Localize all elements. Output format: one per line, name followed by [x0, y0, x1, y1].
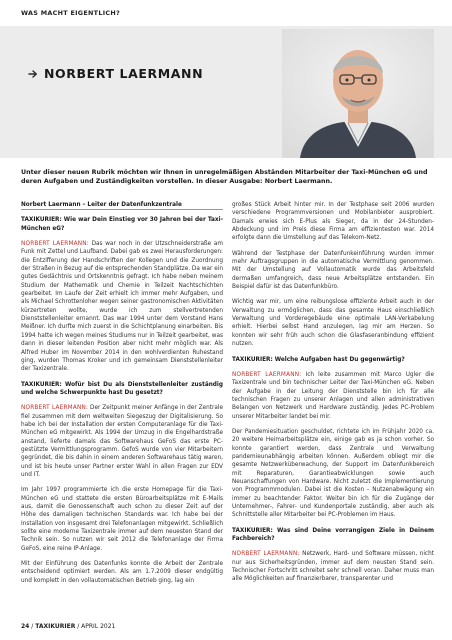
- paragraph: Im Jahr 1997 programmierte ich die erste Homepage für die Taxi-München eG und stattete die ersten Büroarbeitsplätze mit E-Mails aus, damit die Genossenschaft auch schon zu dieser Zeit auf der Höhe des damaligen technischen Standards war. Ich habe bei der Installation von insgesamt drei Telefonanlagen mitgewirkt. Schließlich sollte eine moderne Taxizentrale immer auf dem neuesten Stand der Technik sein. So nutzen wir seit 2012 die Telefonanlage der Firma GeFoS, eine reine IP-Anlage.: [21, 487, 223, 552]
- answer-1-text: Das war noch in der Utzschneiderstraße am Funk mit Zettel und Laufband. Dabei gab es zwei Herausforderungen: die Entzifferung der Handschriften der Kollegen und die Zuordnung der Straßen in Bezug auf die entsprechenden Standplätze. Da war ein gutes Gedächtnis und Ortskenntnis gefragt. Ich habe neben meinem Studium der Mathematik und Chemie in Teilzeit Nachtschichten gearbeitet. Im Laufe der Zeit erhielt ich immer mehr Aufgaben, und als Michael Schrottenloher wegen seiner gastronomischen Aktivitäten kürzertreten wollte, wurde ich zum stellvertretenden Dienststellenleiter ernannt. Das war 1994 unter dem Vorstand Hans Meißner. Ich durfte mich zuerst in die Schichtplanung einarbeiten. Bis 1994 hatte ich wegen meines Studiums nur in Teilzeit gearbeitet, was dann in dieser leitenden Position aber nicht mehr möglich war. Als Alfred Huber im November 2014 in den wohlverdienten Ruhestand ging, wurden Thomas Kroker und ich gemeinsam Dienststellenleiter der Taxizentrale.: [21, 241, 223, 373]
- paragraph: Mit der Einführung des Datenfunks konnte die Arbeit der Zentrale entscheidend optimiert werden. Als am 1.7.2009 dieser endgültig und komplett in den vollautomatischen Betrieb ging, lag ein: [21, 561, 223, 584]
- speaker-label: NORBERT LAERMANN:: [232, 551, 300, 558]
- text-column-left: [21, 201, 223, 585]
- paragraph: Der Pandemiesituation geschuldet, richtete ich im Frühjahr 2020 ca. 20 weitere Heimarbeitsplätze ein, einige gab es ja schon vorher. So konnte garantiert werden, dass Zentrale und Verwaltung pandemieunabhängig arbeiten können. Außerdem obliegt mir die gesamte Netzwerküberwachung, der Support im Datenfunkbereich mit Reparaturen, Garantieabwicklungen sowie auch Neuanschaffungen von Hardware. Nicht zuletzt die Implementierung von Programmmodulen. Dabei ist die Kosten – Nutzenabwägung ein immer zu beachtender Faktor. Weiter bin ich für die Zugänge der Unternehmer-, Fahrer- und Kundenportale zuständig, aber auch als Schnittstelle aller Mitarbeiter bei PC-Problemen im Haus.: [232, 428, 434, 519]
- answer-4: [232, 550, 434, 583]
- text-column-right: [232, 201, 434, 584]
- person-name-heading: NORBERT LAERMANN: [44, 66, 204, 81]
- paragraph: großes Stück Arbeit hinter mir. In der Testphase seit 2006 wurden verschiedene Programmversionen und Mobilanbieter ausprobiert. Damals erwies sich E-Plus als Sieger, da in der 24-Stunden-Abdeckung und im Preis diese Firma am effizientesten war. 2014 erfolgte dann die Umstellung auf das Telekom-Netz.: [232, 202, 434, 242]
- paragraph: Wichtig war mir, um eine reibungslose effiziente Arbeit auch in der Verwaltung zu ermöglichen, dass das gesamte Haus einschließlich Verwaltung und Vorderegebäude eine optimale LAN-Verkabelung erhielt. Hierbei selbst Hand anzulegen, lag mir am Herzen. So konnten wir sehr früh auch schon die Glasfaseranbindung effizient nutzen.: [232, 299, 434, 348]
- speaker-label: NORBERT LAERMANN:: [232, 371, 302, 378]
- paragraph: Während der Testphase der Datenfunkeinführung wurden immer mehr Auftragsgruppen in die automatische Vermittlung genommen. Mit der Umstellung auf Vollautomatik wurde das Arbeitsfeld dermaßen umfangreich, dass neue Arbeitsplätze entstanden. Ein Beispiel dafür ist das Datenfunkbüro.: [232, 250, 434, 291]
- speaker-label: NORBERT LAERMANN:: [21, 405, 89, 412]
- page-number: 24: [21, 623, 30, 630]
- footer-separator: /: [29, 623, 36, 630]
- question-3: TAXIKURIER: Welche Aufgaben hast Du gegenwärtig?: [232, 356, 405, 363]
- answer-3: [232, 371, 434, 421]
- intro-paragraph: Unter dieser neuen Rubrik möchten wir Ihnen in unregelmäßigen Abständen Mitarbeiter der Taxi-München eG und deren Aufgaben und Zuständigkeiten vorstellen. In dieser Ausgabe: Norbert Laermann.: [21, 169, 428, 186]
- byline: Norbert Laermann – Leiter der Datenfunkzentrale: [21, 202, 182, 208]
- section-kicker: WAS MACHT EIGENTLICH?: [21, 9, 121, 17]
- arrow-right-icon: [28, 69, 38, 79]
- answer-2-text: Der Zeitpunkt meiner Anfänge in der Zentrale fiel zusammen mit dem weltweiten Siegeszug der Digitalisierung. So habe ich bei der Installation der ersten Computeranlage für die Taxi-München eG mitgewirkt. Als 1994 der Umzug in die Engelhardstraße anstand, lieferte damals das Softwarehaus GeFoS das erste PC-gestützte Vermittlungsprogramm. GefoS wurde von vier Mitarbeitern gegründet, die bis dahin in einem anderen Softwarehaus tätig waren, und ist bis heute unser Partner erster Wahl in allen Fragen zur EDV und IT.: [21, 405, 223, 478]
- page-footer: [21, 623, 115, 630]
- answer-3-text: Ich leite zusammen mit Marco Ugler die Taxizentrale und bin technischer Leiter der Taxi-München eG. Neben der Aufgabe in der Leitung der Dienststelle bin ich für alle technischen Fragen zu unserer Anlagen und allen administrativen Belangen von Netzwerk und Hardware zuständig. Jedes PC-Problem unserer Mitarbeiter landet bei mir.: [232, 371, 434, 420]
- hero-title: [28, 66, 203, 81]
- hero-banner: [0, 26, 452, 158]
- portrait-photo: [282, 29, 434, 158]
- answer-1: [21, 240, 223, 374]
- question-4: TAXIKURIER: Was sind Deine vorrangigen Ziele in Deinem Fachbereich?: [232, 527, 434, 543]
- magazine-name: TAXIKURIER: [35, 623, 76, 630]
- question-1: TAXIKURIER: Wie war Dein Einstieg vor 30 Jahren bei der Taxi-München eG?: [21, 217, 223, 232]
- question-2: TAXIKURIER: Wofür bist Du als Dienststellenleiter zuständig und welche Schwerpunkte hast Du gesetzt?: [21, 381, 223, 396]
- speaker-label: NORBERT LAERMANN:: [21, 241, 89, 248]
- answer-4-text: Netzwerk, Hard- und Software müssen, nicht nur aus Sicherheitsgründen, immer auf dem neusten Stand sein. Technischer Fortschritt schreitet sehr schnell voran. Daher muss man alle Möglichkeiten auf finanzierbarer, transparenter und: [232, 551, 434, 583]
- answer-2: [21, 404, 223, 479]
- byline-divider: [21, 209, 223, 210]
- issue-date: / APRIL 2021: [75, 623, 116, 630]
